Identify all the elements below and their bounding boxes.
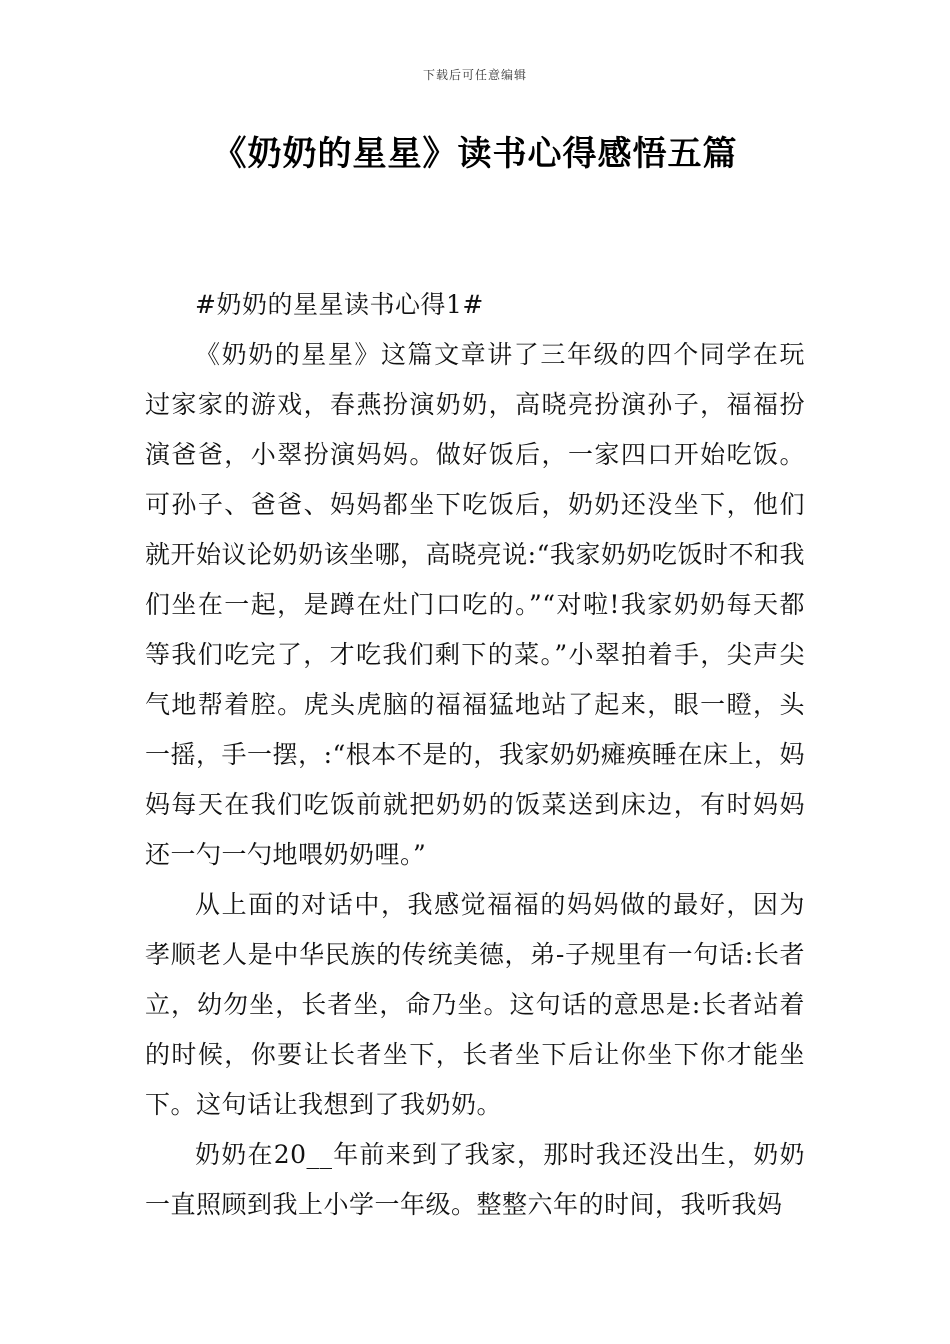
document-body [145,280,805,1230]
paragraph-2: 从上面的对话中，我感觉福福的妈妈做的最好，因为孝顺老人是中华民族的传统美德，弟-子规里有一句话:长者立，幼勿坐，长者坐，命乃坐。这句话的意思是:长者站着的时候，你要让长者坐下，长者坐下后让你坐下你才能坐下。这句话让我想到了我奶奶。 [145,890,805,1119]
paragraph-1: 《奶奶的星星》这篇文章讲了三年级的四个同学在玩过家家的游戏，春燕扮演奶奶，高晓亮扮演孙子，福福扮演爸爸，小翠扮演妈妈。做好饭后，一家四口开始吃饭。可孙子、爸爸、妈妈都坐下吃饭后，奶奶还没坐下，他们就开始议论奶奶该坐哪，高晓亮说:“我家奶奶吃饭时不和我们坐在一起，是蹲在灶门口吃的。”“对啦!我家奶奶每天都等我们吃完了，才吃我们剩下的菜。”小翠拍着手，尖声尖气地帮着腔。虎头虎脑的福福猛地站了起来，眼一瞪，头一摇，手一摆，:“根本不是的，我家奶奶瘫痪睡在床上，妈妈每天在我们吃饭前就把奶奶的饭菜送到床边，有时妈妈还一勺一勺地喂奶奶哩。” [145,340,805,869]
header-note: 下载后可任意编辑 [422,68,527,82]
paragraph-3: 奶奶在20__年前来到了我家，那时我还没出生，奶奶一直照顾到我上小学一年级。整整六年的时间，我听我妈 [145,1140,805,1219]
section-heading: #奶奶的星星读书心得1# [195,290,484,319]
page-title: 《奶奶的星星》读书心得感悟五篇 [212,134,738,174]
